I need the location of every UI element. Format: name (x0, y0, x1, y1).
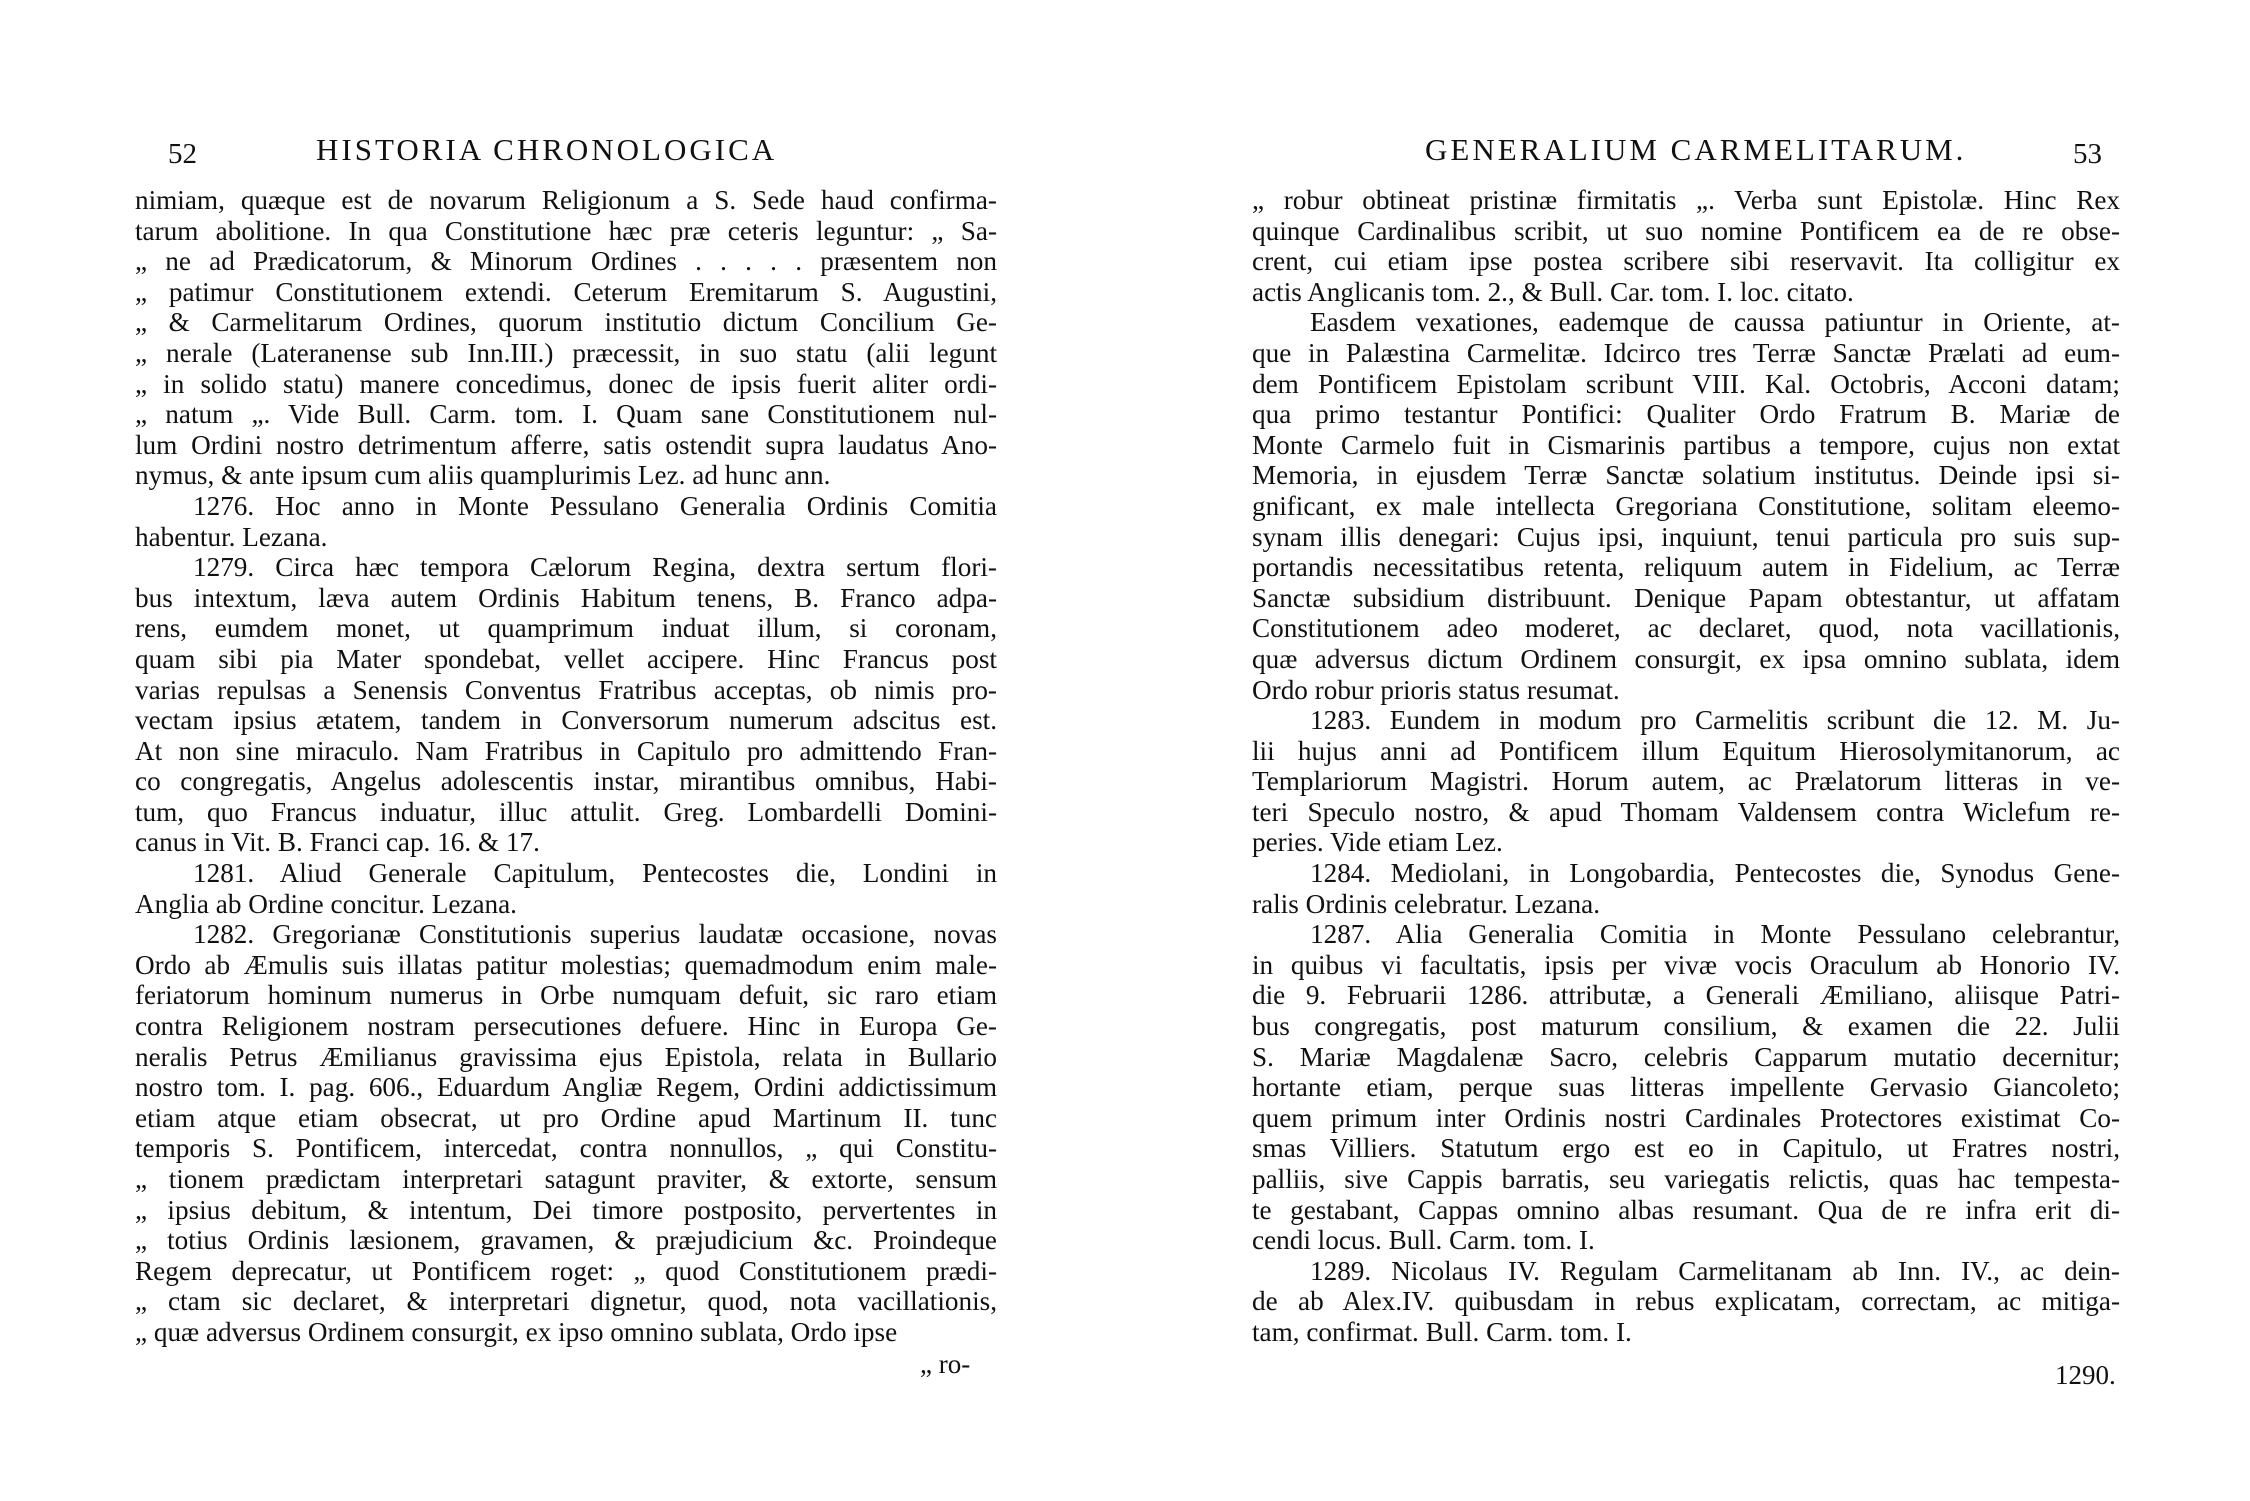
text-line: actis Anglicanis tom. 2., & Bull. Car. tom. I. loc. citato. (1252, 276, 1854, 307)
text-line: tum, quo Francus induatur, illuc attulit. Greg. Lombardelli Domini- (135, 796, 997, 827)
text-line: Templariorum Magistri. Horum autem, ac Prælatorum litteras in ve- (1252, 766, 2120, 797)
text-line: Easdem vexationes, eademque de caussa patiuntur in Oriente, at- (1310, 307, 2120, 338)
text-line: etiam atque etiam obsecrat, ut pro Ordine apud Martinum II. tunc (135, 1102, 997, 1133)
text-line: rens, eumdem monet, ut quamprimum induat illum, si coronam, (135, 613, 997, 644)
text-line: „ ctam sic declaret, & interpretari dignetur, quod, nota vacillationis, (135, 1286, 997, 1317)
text-line: synam illis denegari: Cujus ipsi, inquiunt, tenui particula pro suis sup- (1252, 521, 2120, 552)
text-line: Anglia ab Ordine concitur. Lezana. (135, 888, 517, 919)
catchword: „ ro- (920, 1349, 971, 1379)
text-line: neralis Petrus Æmilianus gravissima ejus Epistola, relata in Bullario (135, 1041, 997, 1072)
text-line: quinque Cardinalibus scribit, ut suo nomine Pontificem ea de re obse- (1252, 215, 2120, 246)
text-line: dem Pontificem Epistolam scribunt VIII. Kal. Octobris, Acconi datam; (1252, 368, 2120, 399)
text-line: vectam ipsius ætatem, tandem in Conversorum numerum adscitus est. (135, 705, 997, 736)
text-line: ralis Ordinis celebratur. Lezana. (1252, 888, 1600, 919)
text-line: teri Speculo nostro, & apud Thomam Valdensem contra Wiclefum re- (1252, 796, 2120, 827)
text-line: tam, confirmat. Bull. Carm. tom. I. (1252, 1316, 1632, 1347)
text-line: 1281. Aliud Generale Capitulum, Pentecostes die, Londini in (193, 858, 997, 889)
text-line: 1287. Alia Generalia Comitia in Monte Pessulano celebrantur, (1310, 919, 2120, 950)
text-line: bus intextum, læva autem Ordinis Habitum tenens, B. Franco adpa- (135, 582, 997, 613)
text-line: de ab Alex.IV. quibusdam in rebus explicatam, correctam, ac mitiga- (1252, 1286, 2120, 1317)
text-line: nymus, & ante ipsum cum aliis quamplurimis Lez. ad hunc ann. (135, 460, 831, 491)
text-line: co congregatis, Angelus adolescentis instar, mirantibus omnibus, Habi- (135, 766, 997, 797)
text-line: „ totius Ordinis læsionem, gravamen, & præjudicium &c. Proindeque (135, 1225, 997, 1256)
page-number: 52 (168, 138, 197, 170)
running-head: HISTORIA CHRONOLOGICA (316, 132, 778, 167)
text-line: „ tionem prædictam interpretari satagunt praviter, & extorte, sensum (135, 1164, 997, 1194)
text-line: canus in Vit. B. Franci cap. 16. & 17. (135, 827, 540, 858)
text-line: quam sibi pia Mater spondebat, vellet accipere. Hinc Francus post (135, 643, 997, 674)
right-page (1125, 0, 2250, 1501)
text-line: Monte Carmelo fuit in Cismarinis partibus a tempore, cujus non extat (1252, 429, 2120, 460)
text-line: „ quæ adversus Ordinem consurgit, ex ipso omnino sublata, Ordo ipse (135, 1316, 898, 1347)
text-line: tarum abolitione. In qua Constitutione hæc præ ceteris leguntur: „ Sa- (135, 215, 997, 246)
text-line: Ordo ab Æmulis suis illatas patitur molestias; quemadmodum enim male- (135, 949, 997, 980)
text-line: „ nerale (Lateranense sub Inn.III.) præcessit, in suo statu (alii legunt (135, 337, 997, 368)
text-line: „ ne ad Prædicatorum, & Minorum Ordines . . . . . præsentem non (135, 246, 997, 277)
text-line: portandis necessitatibus retenta, reliquum autem in Fidelium, ac Terræ (1252, 552, 2120, 583)
text-line: quæ adversus dictum Ordinem consurgit, ex ipsa omnino sublata, idem (1252, 643, 2120, 674)
text-line: „ ipsius debitum, & intentum, Dei timore postposito, pervertentes in (135, 1194, 997, 1225)
text-line: 1289. Nicolaus IV. Regulam Carmelitanam ab Inn. IV., ac dein- (1310, 1255, 2120, 1286)
text-line: peries. Vide etiam Lez. (1252, 827, 1503, 858)
text-line: bus congregatis, post maturum consilium, & examen die 22. Julii (1252, 1011, 2120, 1042)
text-line: habentur. Lezana. (135, 521, 328, 552)
text-line: Ordo robur prioris status resumat. (1252, 674, 1620, 705)
text-line: te gestabant, Cappas omnino albas resumant. Qua de re infra erit di- (1252, 1194, 2120, 1225)
text-line: quem primum inter Ordinis nostri Cardinales Protectores existimat Co- (1252, 1102, 2120, 1133)
text-line: 1276. Hoc anno in Monte Pessulano Generalia Ordinis Comitia (193, 490, 997, 521)
text-line: hortante etiam, perque suas litteras impellente Gervasio Giancoleto; (1252, 1072, 2120, 1103)
text-line: 1284. Mediolani, in Longobardia, Pentecostes die, Synodus Gene- (1310, 858, 2120, 889)
text-line: gnificant, ex male intellecta Gregoriana Constitutione, solitam eleemo- (1252, 490, 2120, 521)
text-line: At non sine miraculo. Nam Fratribus in Capitulo pro admittendo Fran- (135, 735, 997, 766)
text-line: nimiam, quæque est de novarum Religionum a S. Sede haud confirma- (135, 185, 997, 215)
text-line: Constitutionem adeo moderet, ac declaret, quod, nota vacillationis, (1252, 613, 2120, 644)
text-line: 1282. Gregorianæ Constitutionis superius laudatæ occasione, novas (193, 919, 997, 950)
text-line: qua primo testantur Pontifici: Qualiter Ordo Fratrum B. Mariæ de (1252, 399, 2120, 430)
text-line: S. Mariæ Magdalenæ Sacro, celebris Capparum mutatio decernitur; (1252, 1041, 2120, 1072)
text-line: Regem deprecatur, ut Pontificem roget: „ quod Constitutionem prædi- (135, 1255, 997, 1286)
text-line: 1283. Eundem in modum pro Carmelitis scribunt die 12. M. Ju- (1310, 705, 2120, 736)
page-body (135, 185, 997, 1348)
page-body (1252, 185, 2120, 1348)
running-head: GENERALIUM CARMELITARUM. (1425, 132, 1967, 167)
text-line: Sanctæ subsidium distribuunt. Denique Papam obtestantur, ut affatam (1252, 582, 2120, 613)
text-line: lum Ordini nostro detrimentum afferre, satis ostendit supra laudatus Ano- (135, 429, 997, 460)
text-line: die 9. Februarii 1286. attributæ, a Generali Æmiliano, aliisque Patri- (1252, 980, 2120, 1011)
text-line: que in Palæstina Carmelitæ. Idcirco tres Terræ Sanctæ Prælati ad eum- (1252, 337, 2120, 368)
page-number: 53 (2073, 138, 2102, 170)
text-line: contra Religionem nostram persecutiones defuere. Hinc in Europa Ge- (135, 1011, 997, 1042)
text-line: in quibus vi facultatis, ipsis per vivæ vocis Oraculum ab Honorio IV. (1252, 949, 2120, 980)
text-line: „ patimur Constitutionem extendi. Ceterum Eremitarum S. Augustini, (135, 276, 997, 307)
text-line: feriatorum hominum numerus in Orbe numquam defuit, sic raro etiam (135, 980, 997, 1011)
catchword: 1290. (2055, 1360, 2116, 1390)
text-line: temporis S. Pontificem, intercedat, contra nonnullos, „ qui Constitu- (135, 1133, 997, 1164)
text-line: crent, cui etiam ipse postea scribere sibi reservavit. Ita colligitur ex (1252, 246, 2120, 277)
text-line: lii hujus anni ad Pontificem illum Equitum Hierosolymitanorum, ac (1252, 735, 2120, 766)
text-line: 1279. Circa hæc tempora Cælorum Regina, dextra sertum flori- (193, 552, 997, 583)
text-line: Memoria, in ejusdem Terræ Sanctæ solatium institutus. Deinde ipsi si- (1252, 460, 2120, 491)
text-line: „ in solido statu) manere concedimus, donec de ipsis fuerit aliter ordi- (135, 368, 997, 399)
text-line: „ natum „. Vide Bull. Carm. tom. I. Quam sane Constitutionem nul- (135, 399, 997, 430)
text-line: „ & Carmelitarum Ordines, quorum institutio dictum Concilium Ge- (135, 307, 997, 338)
text-line: „ robur obtineat pristinæ firmitatis „. Verba sunt Epistolæ. Hinc Rex (1252, 185, 2120, 215)
text-line: varias repulsas a Senensis Conventus Fratribus acceptas, ob nimis pro- (135, 674, 997, 705)
text-line: palliis, sive Cappis barratis, seu variegatis relictis, quas hac tempesta- (1252, 1164, 2120, 1194)
text-line: cendi locus. Bull. Carm. tom. I. (1252, 1225, 1595, 1256)
text-line: smas Villiers. Statutum ergo est eo in Capitulo, ut Fratres nostri, (1252, 1133, 2120, 1164)
text-line: nostro tom. I. pag. 606., Eduardum Angliæ Regem, Ordini addictissimum (135, 1072, 997, 1103)
